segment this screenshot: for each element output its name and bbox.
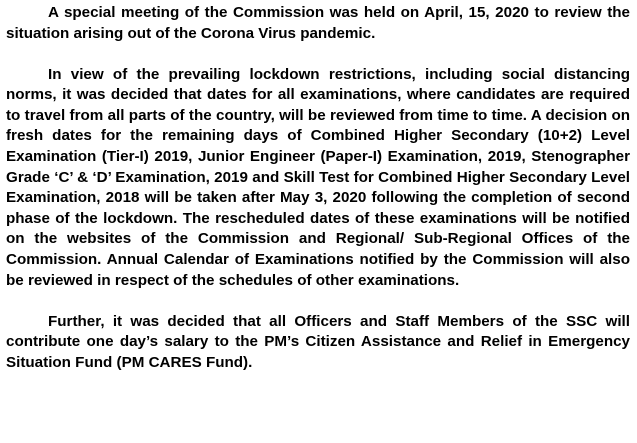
- document-body: [6, 3, 630, 373]
- paragraph-meeting: A special meeting of the Commission was held on April, 15, 2020 to review the situation arising out of the Corona Virus pandemic.: [6, 4, 630, 42]
- paragraph-lockdown-examinations: In view of the prevailing lockdown restrictions, including social distancing norms, it was decided that dates for all examinations, where candidates are required to travel from all parts of the country, will be reviewed from time to time. A decision on fresh dates for the remaining days of Combined Higher Secondary (10+2) Level Examination (Tier-I) 2019, Junior Engineer (Paper-I) Examination, 2019, Stenographer Grade ‘C’ & ‘D’ Examination, 2019 and Skill Test for Combined Higher Secondary Level Examination, 2018 will be taken after May 3, 2020 following the completion of second phase of the lockdown. The rescheduled dates of these examinations will be notified on the websites of the Commission and Regional/ Sub-Regional Offices of the Commission. Annual Calendar of Examinations notified by the Commission will also be reviewed in respect of the schedules of other examinations.: [6, 65, 630, 289]
- paragraph-pm-cares-contribution: Further, it was decided that all Officers and Staff Members of the SSC will contribute one day’s salary to the PM’s Citizen Assistance and Relief in Emergency Situation Fund (PM CARES Fund).: [6, 312, 630, 371]
